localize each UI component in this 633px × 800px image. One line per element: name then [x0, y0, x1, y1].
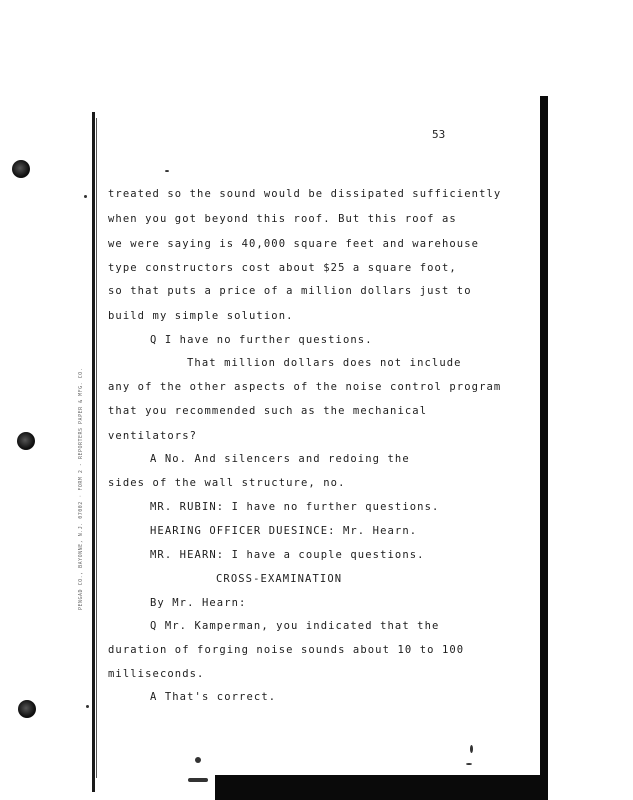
margin-rule	[92, 112, 95, 792]
section-heading: CROSS-EXAMINATION	[216, 573, 343, 585]
scan-speck	[466, 763, 472, 765]
transcript-line: we were saying is 40,000 square feet and warehouse	[108, 238, 480, 250]
scan-speck	[165, 170, 169, 172]
transcript-line: Q I have no further questions.	[150, 334, 373, 346]
transcript-line: any of the other aspects of the noise control program	[108, 381, 502, 393]
transcript-line: That million dollars does not include	[187, 357, 462, 369]
transcript-line: A No. And silencers and redoing the	[150, 453, 410, 465]
scan-speck	[86, 705, 89, 708]
transcript-line: build my simple solution.	[108, 310, 294, 322]
binder-hole-bottom-icon	[18, 700, 36, 718]
transcript-line: MR. RUBIN: I have no further questions.	[150, 501, 440, 513]
scan-speck	[84, 195, 87, 198]
page-number: 53	[432, 128, 446, 141]
page-right-edge	[540, 96, 548, 776]
page-bottom-edge	[215, 775, 548, 800]
binder-hole-middle-icon	[17, 432, 35, 450]
transcript-line: sides of the wall structure, no.	[108, 477, 346, 489]
transcript-line: A That's correct.	[150, 691, 277, 703]
transcript-line: Q Mr. Kamperman, you indicated that the	[150, 620, 440, 632]
scan-speck	[188, 778, 208, 782]
margin-rule-thin	[96, 118, 97, 778]
transcript-line: ventilators?	[108, 430, 198, 442]
transcript-line: type constructors cost about $25 a square foot,	[108, 262, 457, 274]
transcript-line: treated so the sound would be dissipated sufficiently	[108, 188, 502, 200]
transcript-line: when you got beyond this roof. But this roof as	[108, 213, 457, 225]
transcript-line: that you recommended such as the mechanical	[108, 405, 428, 417]
transcript-line: MR. HEARN: I have a couple questions.	[150, 549, 425, 561]
scan-speck	[470, 745, 473, 753]
transcript-line: By Mr. Hearn:	[150, 597, 247, 609]
scan-speck	[195, 757, 201, 763]
transcript-line: so that puts a price of a million dollars just to	[108, 285, 472, 297]
transcript-line: duration of forging noise sounds about 10 to 100	[108, 644, 465, 656]
transcript-line: milliseconds.	[108, 668, 205, 680]
margin-vertical-print: PENGAD CO., BAYONNE, N.J. 07002 · FORM 2 - REPORTERS PAPER & MFG. CO.	[78, 367, 84, 610]
binder-hole-top-icon	[12, 160, 30, 178]
transcript-line: HEARING OFFICER DUESINCE: Mr. Hearn.	[150, 525, 418, 537]
